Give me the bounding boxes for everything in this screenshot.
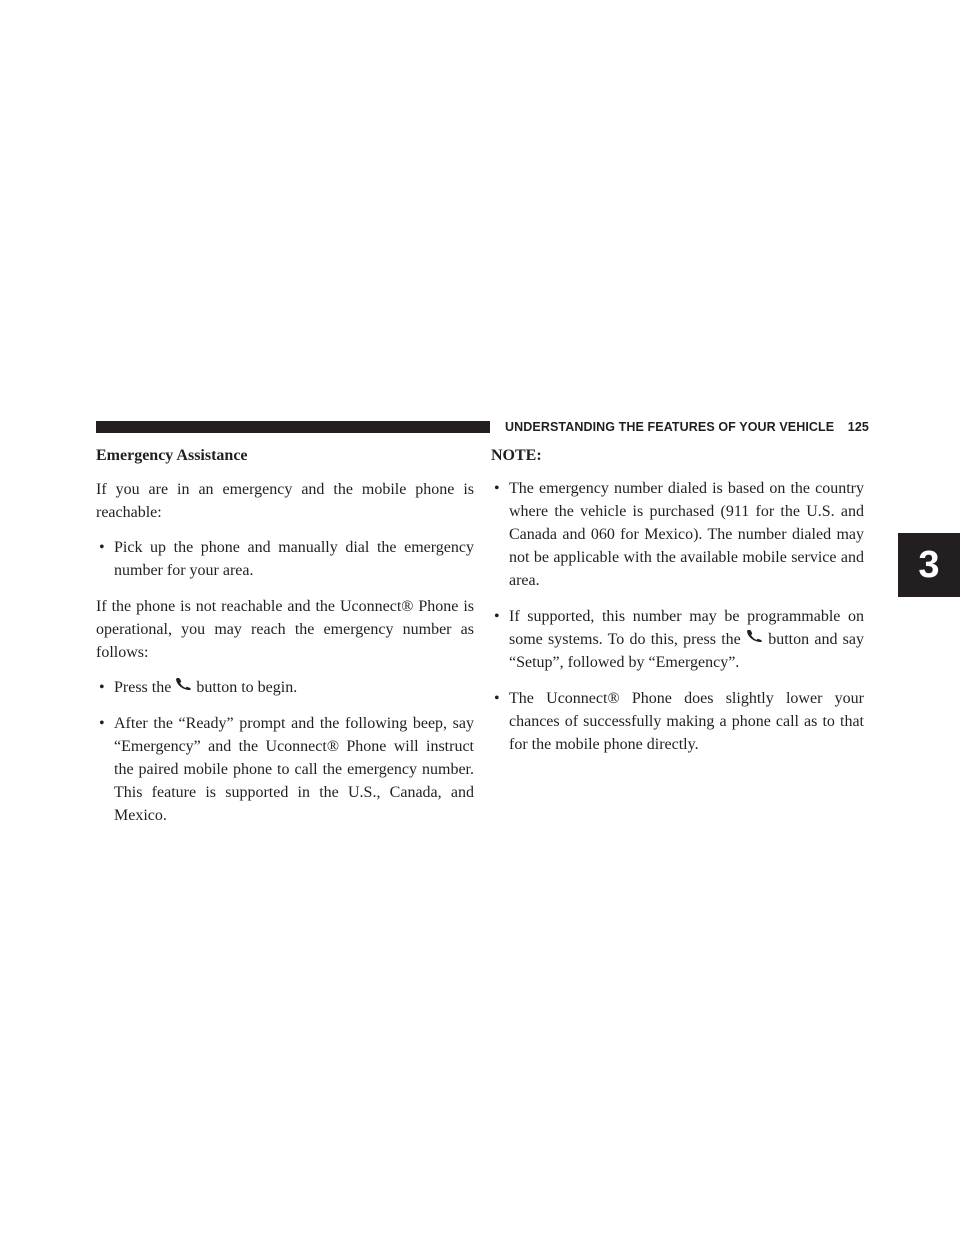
bullet-marker: •: [494, 690, 500, 707]
paragraph: If you are in an emergency and the mobile phone is reachable:: [96, 481, 474, 521]
list-item-text: button and say “Setup”, followed by “Emergency”.: [509, 631, 865, 671]
list-item: [96, 712, 474, 827]
list-item: [96, 676, 474, 699]
chapter-tab: 3: [898, 533, 960, 597]
list-item-text: The Uconnect® Phone does slightly lower your chances of successfully making a phone call as to that for the mobile phone directly.: [509, 690, 864, 753]
paragraph: If the phone is not reachable and the Uconnect® Phone is operational, you may reach the emergency number as follows:: [96, 598, 474, 661]
bullet-marker: •: [99, 539, 105, 556]
left-column: [96, 444, 474, 840]
list-item: [491, 605, 864, 674]
list-item-text: The emergency number dialed is based on the country where the vehicle is purchased (911 for the U.S. and Canada and 060 for Mexico). The number dialed may not be applicable with the available mobile service and area.: [509, 480, 864, 589]
header-rule: [96, 421, 490, 433]
list-item: [491, 687, 864, 756]
list-item-text: After the “Ready” prompt and the following beep, say “Emergency” and the Uconnect® Phone will instruct the paired mobile phone to call the emergency number. This feature is supported in the U.S., Canada, and Mexico.: [114, 715, 474, 824]
section-heading: Emergency Assistance: [96, 447, 248, 464]
bullet-marker: •: [494, 608, 500, 625]
page-number: 125: [847, 420, 869, 434]
list-item-text: Press the: [114, 679, 172, 696]
bullet-marker: •: [99, 715, 105, 732]
list-item-text: If supported, this number may be programmable on some systems. To do this, press the: [509, 608, 864, 648]
phone-icon: [746, 629, 763, 642]
phone-icon: [175, 677, 192, 690]
list-item-text: button to begin.: [196, 679, 298, 696]
bullet-marker: •: [494, 480, 500, 497]
right-column: [491, 444, 864, 769]
running-header: [505, 419, 869, 435]
list-item: [491, 477, 864, 592]
note-heading: NOTE:: [491, 447, 542, 464]
list-item-text: Pick up the phone and manually dial the emergency number for your area.: [114, 539, 474, 579]
bullet-marker: •: [99, 679, 105, 696]
section-title: UNDERSTANDING THE FEATURES OF YOUR VEHICLE: [505, 420, 835, 434]
list-item: [96, 536, 474, 582]
